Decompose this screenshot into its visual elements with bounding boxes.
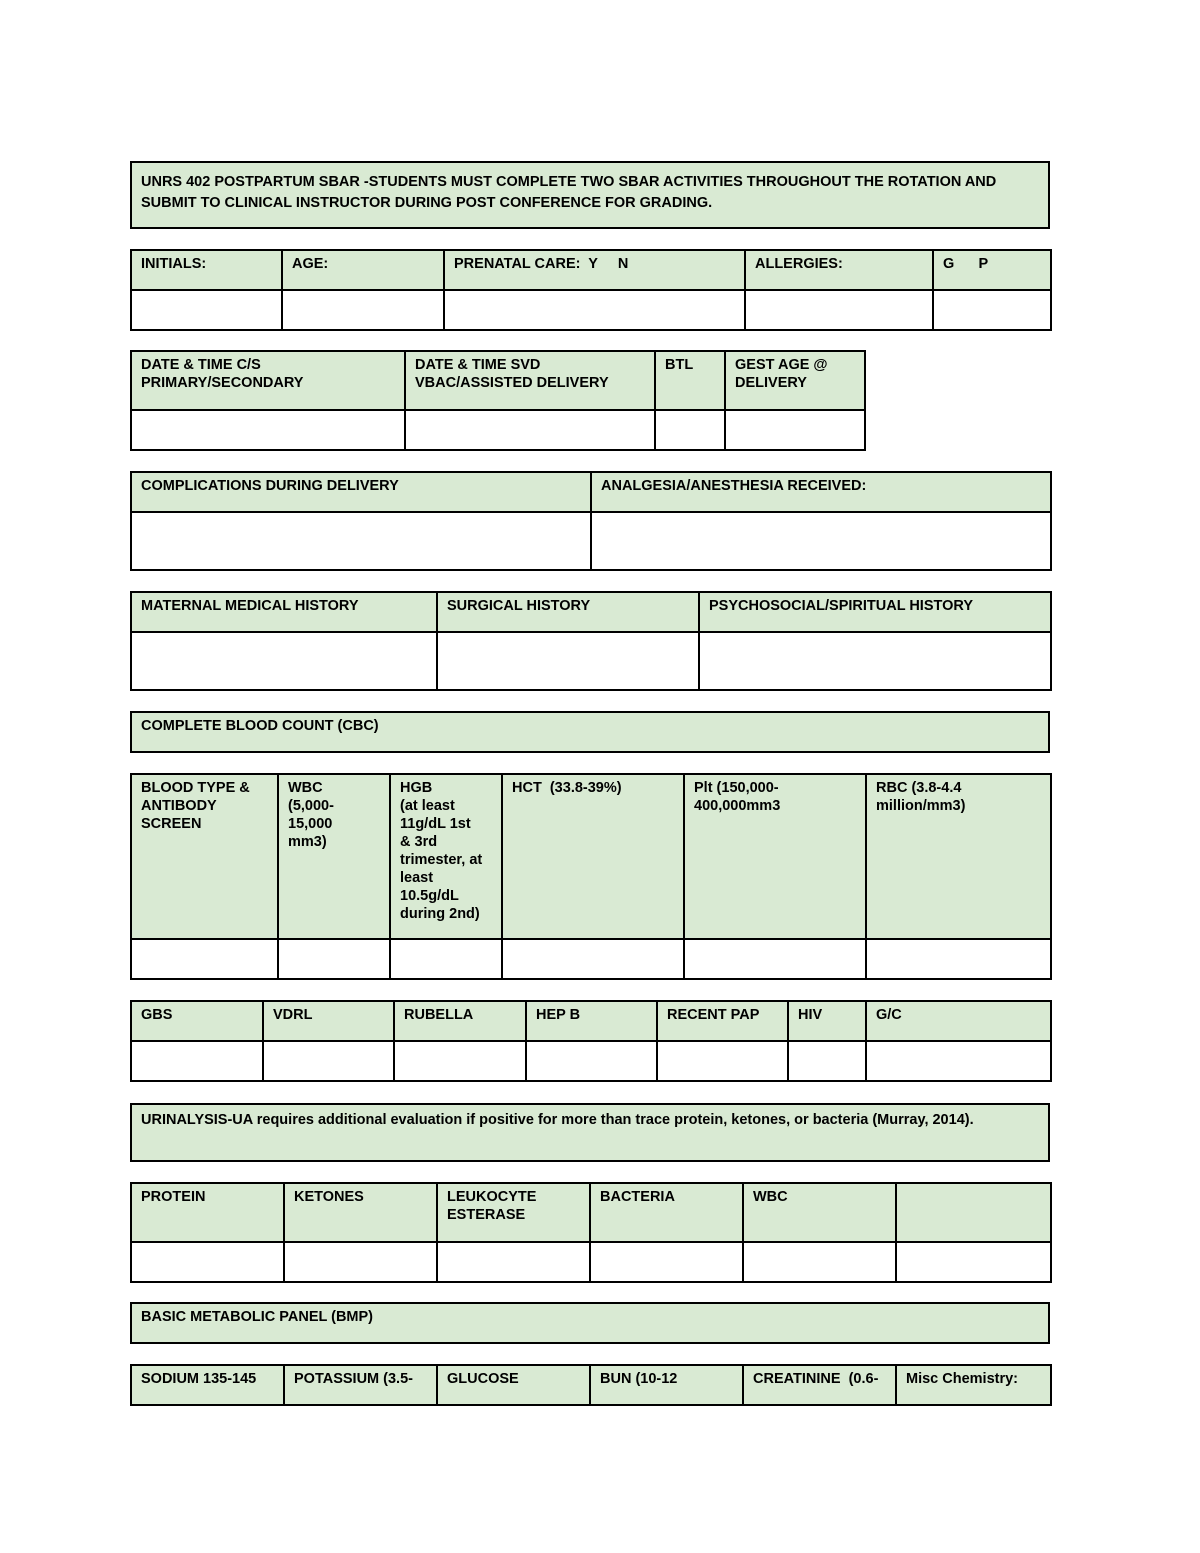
hct-label: HCT (33.8-39%) xyxy=(502,774,684,939)
cbc-banner: COMPLETE BLOOD COUNT (CBC) xyxy=(131,712,1049,752)
surgical-history-field[interactable] xyxy=(437,632,699,690)
age-field[interactable] xyxy=(282,290,444,330)
bun-label: BUN (10-12 xyxy=(590,1365,743,1405)
age-label: AGE: xyxy=(282,250,444,290)
surgical-history-label: SURGICAL HISTORY xyxy=(437,592,699,632)
bacteria-label: BACTERIA xyxy=(590,1183,743,1242)
cbc-banner-table xyxy=(130,711,1050,753)
cs-date-time-label: DATE & TIME C/S PRIMARY/SECONDARY xyxy=(131,351,405,410)
patient-info-table xyxy=(130,249,1052,331)
hiv-label: HIV xyxy=(788,1001,866,1041)
ketones-label: KETONES xyxy=(284,1183,437,1242)
cbc-wbc-label: WBC (5,000- 15,000 mm3) xyxy=(278,774,390,939)
recent-pap-field[interactable] xyxy=(657,1041,788,1081)
allergies-label: ALLERGIES: xyxy=(745,250,933,290)
gest-age-field[interactable] xyxy=(725,410,865,450)
title-banner: UNRS 402 POSTPARTUM SBAR -STUDENTS MUST COMPLETE TWO SBAR ACTIVITIES THROUGHOUT THE ROTATION AND SUBMIT TO CLINICAL INSTRUCTOR DURING POST CONFERENCE FOR GRADING. xyxy=(131,162,1049,228)
leukocyte-esterase-label: LEUKOCYTE ESTERASE xyxy=(437,1183,590,1242)
potassium-label: POTASSIUM (3.5- xyxy=(284,1365,437,1405)
hct-field[interactable] xyxy=(502,939,684,979)
analgesia-field[interactable] xyxy=(591,512,1051,570)
labs-table xyxy=(130,1000,1052,1082)
complications-field[interactable] xyxy=(131,512,591,570)
gc-label: G/C xyxy=(866,1001,1051,1041)
psychosocial-history-label: PSYCHOSOCIAL/SPIRITUAL HISTORY xyxy=(699,592,1051,632)
protein-field[interactable] xyxy=(131,1242,284,1282)
allergies-field[interactable] xyxy=(745,290,933,330)
psychosocial-history-field[interactable] xyxy=(699,632,1051,690)
rubella-field[interactable] xyxy=(394,1041,526,1081)
hiv-field[interactable] xyxy=(788,1041,866,1081)
blood-type-label: BLOOD TYPE & ANTIBODY SCREEN xyxy=(131,774,278,939)
svd-date-time-label: DATE & TIME SVD VBAC/ASSISTED DELIVERY xyxy=(405,351,655,410)
gest-age-label: GEST AGE @ DELIVERY xyxy=(725,351,865,410)
ua-banner: URINALYSIS-UA requires additional evaluation if positive for more than trace protein, ketones, or bacteria (Murray, 2014). xyxy=(131,1104,1049,1161)
maternal-history-label: MATERNAL MEDICAL HISTORY xyxy=(131,592,437,632)
protein-label: PROTEIN xyxy=(131,1183,284,1242)
hgb-field[interactable] xyxy=(390,939,502,979)
maternal-history-field[interactable] xyxy=(131,632,437,690)
recent-pap-label: RECENT PAP xyxy=(657,1001,788,1041)
bmp-table xyxy=(130,1364,1052,1406)
creatinine-label: CREATININE (0.6- xyxy=(743,1365,896,1405)
plt-label: Plt (150,000- 400,000mm3 xyxy=(684,774,866,939)
delivery-info-table xyxy=(130,350,866,451)
ua-wbc-field[interactable] xyxy=(743,1242,896,1282)
gbs-label: GBS xyxy=(131,1001,263,1041)
plt-field[interactable] xyxy=(684,939,866,979)
vdrl-field[interactable] xyxy=(263,1041,394,1081)
bmp-banner: BASIC METABOLIC PANEL (BMP) xyxy=(131,1303,1049,1343)
sodium-label: SODIUM 135-145 xyxy=(131,1365,284,1405)
gravida-para-label: G P xyxy=(933,250,1051,290)
btl-label: BTL xyxy=(655,351,725,410)
ua-banner-table xyxy=(130,1103,1050,1162)
misc-chemistry-label: Misc Chemistry: xyxy=(896,1365,1051,1405)
complications-label: COMPLICATIONS DURING DELIVERY xyxy=(131,472,591,512)
history-table xyxy=(130,591,1052,691)
svd-date-time-field[interactable] xyxy=(405,410,655,450)
cbc-table xyxy=(130,773,1052,980)
complications-table xyxy=(130,471,1052,571)
initials-label: INITIALS: xyxy=(131,250,282,290)
title-banner-table xyxy=(130,161,1050,229)
hepb-label: HEP B xyxy=(526,1001,657,1041)
rubella-label: RUBELLA xyxy=(394,1001,526,1041)
ua-wbc-label: WBC xyxy=(743,1183,896,1242)
rbc-label: RBC (3.8-4.4 million/mm3) xyxy=(866,774,1051,939)
vdrl-label: VDRL xyxy=(263,1001,394,1041)
rbc-field[interactable] xyxy=(866,939,1051,979)
bacteria-field[interactable] xyxy=(590,1242,743,1282)
cs-date-time-field[interactable] xyxy=(131,410,405,450)
prenatal-care-label: PRENATAL CARE: Y N xyxy=(444,250,745,290)
glucose-label: GLUCOSE xyxy=(437,1365,590,1405)
ua-table xyxy=(130,1182,1052,1283)
ua-blank-label xyxy=(896,1183,1051,1242)
blood-type-field[interactable] xyxy=(131,939,278,979)
leukocyte-esterase-field[interactable] xyxy=(437,1242,590,1282)
prenatal-care-field[interactable] xyxy=(444,290,745,330)
analgesia-label: ANALGESIA/ANESTHESIA RECEIVED: xyxy=(591,472,1051,512)
cbc-wbc-field[interactable] xyxy=(278,939,390,979)
hgb-label: HGB (at least 11g/dL 1st & 3rd trimester, at least 10.5g/dL during 2nd) xyxy=(390,774,502,939)
gbs-field[interactable] xyxy=(131,1041,263,1081)
gravida-para-field[interactable] xyxy=(933,290,1051,330)
bmp-banner-table xyxy=(130,1302,1050,1344)
ketones-field[interactable] xyxy=(284,1242,437,1282)
hepb-field[interactable] xyxy=(526,1041,657,1081)
initials-field[interactable] xyxy=(131,290,282,330)
ua-blank-field[interactable] xyxy=(896,1242,1051,1282)
btl-field[interactable] xyxy=(655,410,725,450)
gc-field[interactable] xyxy=(866,1041,1051,1081)
